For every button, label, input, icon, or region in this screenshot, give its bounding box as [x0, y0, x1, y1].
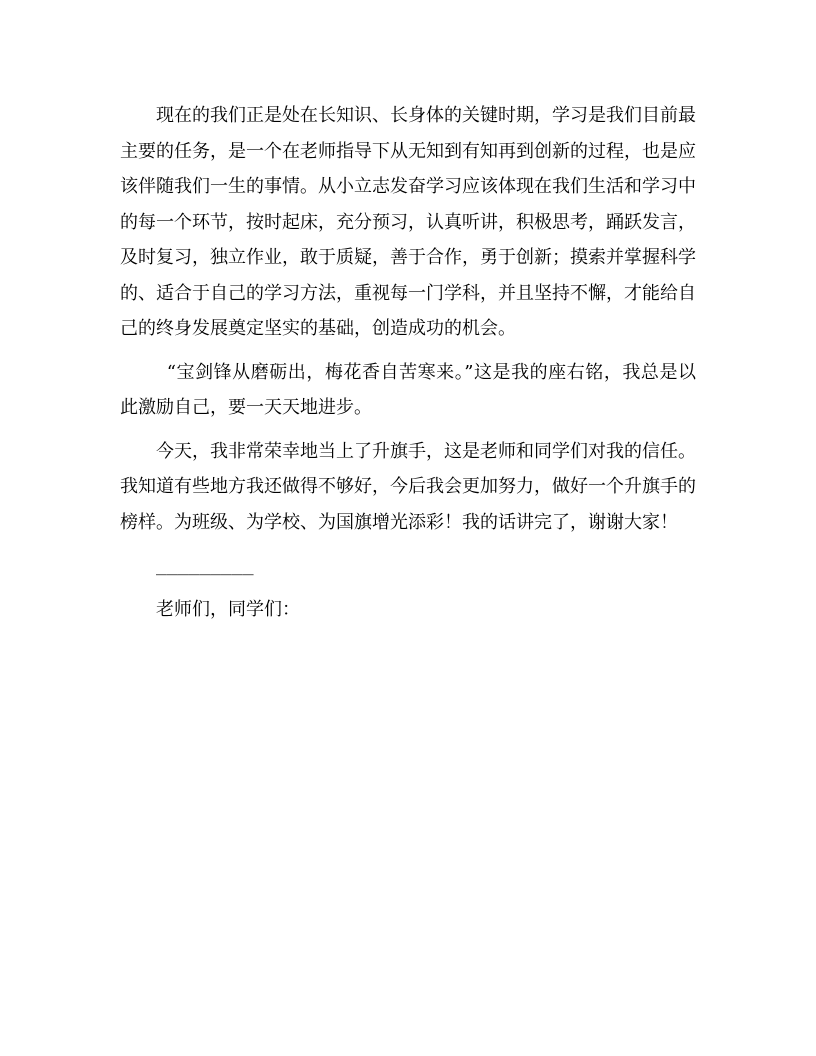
paragraph-flag-bearer: 今天，我非常荣幸地当上了升旗手，这是老师和同学们对我的信任。我知道有些地方我还做得不够好，今后我会更加努力，做好一个升旗手的榜样。为班级、为学校、为国旗增光添彩！我的话讲完了，谢谢大家！	[120, 440, 696, 533]
section-separator: _________	[156, 555, 254, 576]
greeting-line: 老师们，同学们：	[156, 598, 300, 620]
paragraph-study: 现在的我们正是处在长知识、长身体的关键时期，学习是我们目前最主要的任务，是一个在老师指导下从无知到有知再到创新的过程，也是应该伴随我们一生的事情。从小立志发奋学习应该体现在我们生活和学习中的每一个环节，按时起床，充分预习，认真听讲，积极思考，踊跃发言，及时复习，独立作业，敢于质疑，善于合作，勇于创新；摸索并掌握科学的、适合于自己的学习方法，重视每一门学科，并且坚持不懈，才能给自己的终身发展奠定坚实的基础，创造成功的机会。	[120, 105, 696, 339]
paragraph-motto: “宝剑锋从磨砺出，梅花香自苦寒来。”这是我的座右铭，我总是以此激励自己，要一天天地进步。	[120, 361, 696, 418]
document-body	[120, 98, 696, 627]
